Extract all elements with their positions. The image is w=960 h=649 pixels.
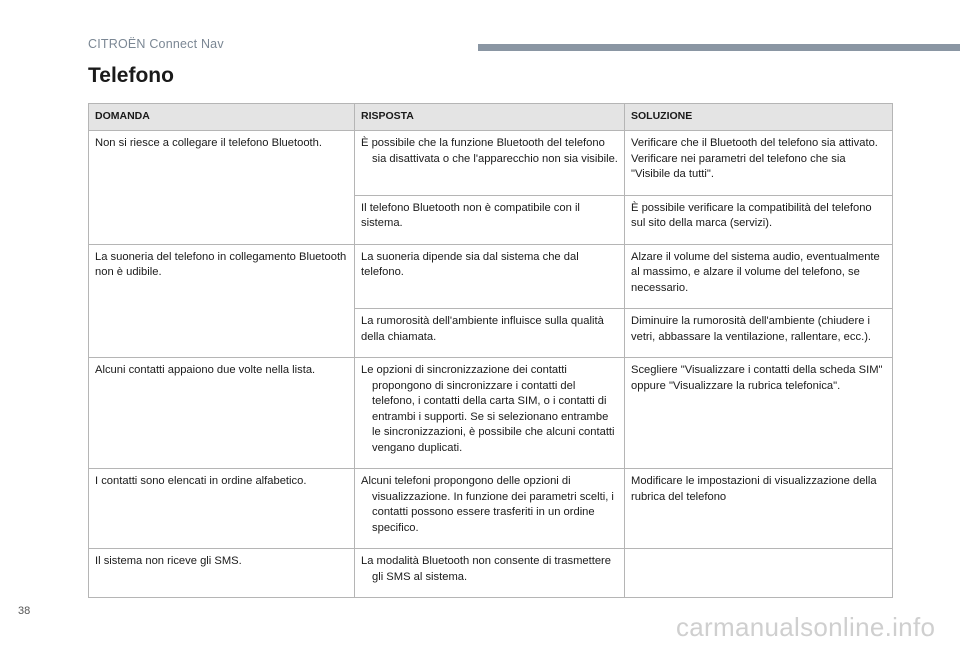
answer-text: La suoneria dipende sia dal sistema che dal telefono. <box>361 250 579 278</box>
answer-text: La modalità Bluetooth non consente di trasmettere gli SMS al sistema. <box>361 555 612 583</box>
question-cell <box>89 469 355 549</box>
question-cell <box>89 244 355 358</box>
solution-cell <box>625 549 893 598</box>
table-row <box>89 131 893 196</box>
page-title: Telefono <box>88 64 174 87</box>
solution-cell <box>625 469 893 549</box>
column-header-domanda: DOMANDA <box>89 104 355 131</box>
solution-text: Verificare nei parametri del telefono che sia "Visibile da tutti". <box>631 152 846 180</box>
solution-cell <box>625 244 893 309</box>
answer-text: Il telefono Bluetooth non è compatibile con il sistema. <box>361 201 580 229</box>
question-cell <box>89 549 355 598</box>
question-text: Non si riesce a collegare il telefono Bluetooth. <box>95 137 322 149</box>
question-cell <box>89 131 355 245</box>
table-row <box>89 244 893 309</box>
table-row <box>89 469 893 549</box>
question-text: I contatti sono elencati in ordine alfabetico. <box>95 475 307 487</box>
question-cell <box>89 358 355 469</box>
answer-cell <box>355 549 625 598</box>
answer-cell <box>355 358 625 469</box>
question-text: Il sistema non riceve gli SMS. <box>95 555 242 567</box>
solution-text: È possibile verificare la compatibilità del telefono sul sito della marca (servizi). <box>631 201 872 229</box>
faq-table <box>88 103 893 598</box>
question-text: La suoneria del telefono in collegamento Bluetooth non è udibile. <box>95 250 347 278</box>
solution-cell <box>625 195 893 244</box>
answer-text: La rumorosità dell'ambiente influisce sulla qualità della chiamata. <box>361 315 604 343</box>
table-row <box>89 358 893 469</box>
answer-cell <box>355 195 625 244</box>
table-row <box>89 549 893 598</box>
answer-cell <box>355 309 625 358</box>
header-bar <box>478 44 960 51</box>
watermark: carmanualsonline.info <box>676 612 936 642</box>
solution-text: Modificare le impostazioni di visualizzazione della rubrica del telefono <box>631 475 877 503</box>
question-text: Alcuni contatti appaiono due volte nella lista. <box>95 364 316 376</box>
table-header-row <box>89 104 893 131</box>
page-number: 38 <box>18 605 31 617</box>
answer-text: Le opzioni di sincronizzazione dei contatti propongono di sincronizzare i contatti del telefono, i contatti della carta SIM, o i contatti di entrambi i supporti. Se si selezionano entrambe le sincronizzazioni, è possibile che alcuni contatti vengano duplicati. <box>361 364 615 454</box>
column-header-risposta: RISPOSTA <box>355 104 625 131</box>
solution-text: Verificare che il Bluetooth del telefono sia attivato. <box>631 137 878 149</box>
answer-cell <box>355 131 625 196</box>
solution-cell <box>625 309 893 358</box>
solution-text: Alzare il volume del sistema audio, eventualmente al massimo, e alzare il volume del telefono, se necessario. <box>631 250 880 294</box>
solution-text: Diminuire la rumorosità dell'ambiente (chiudere i vetri, abbassare la ventilazione, rallentare, ecc.). <box>631 315 872 343</box>
solution-cell <box>625 131 893 196</box>
answer-cell <box>355 469 625 549</box>
column-header-soluzione: SOLUZIONE <box>625 104 893 131</box>
answer-cell <box>355 244 625 309</box>
solution-text: Scegliere "Visualizzare i contatti della scheda SIM" oppure "Visualizzare la rubrica telefonica". <box>631 364 883 392</box>
answer-text: Alcuni telefoni propongono delle opzioni di visualizzazione. In funzione dei parametri scelti, i contatti possono essere trasferiti in un ordine specifico. <box>361 475 614 534</box>
solution-cell <box>625 358 893 469</box>
answer-text: È possibile che la funzione Bluetooth del telefono sia disattivata o che l'apparecchio non sia visibile. <box>361 137 618 165</box>
header-title: CITROËN Connect Nav <box>88 37 224 51</box>
